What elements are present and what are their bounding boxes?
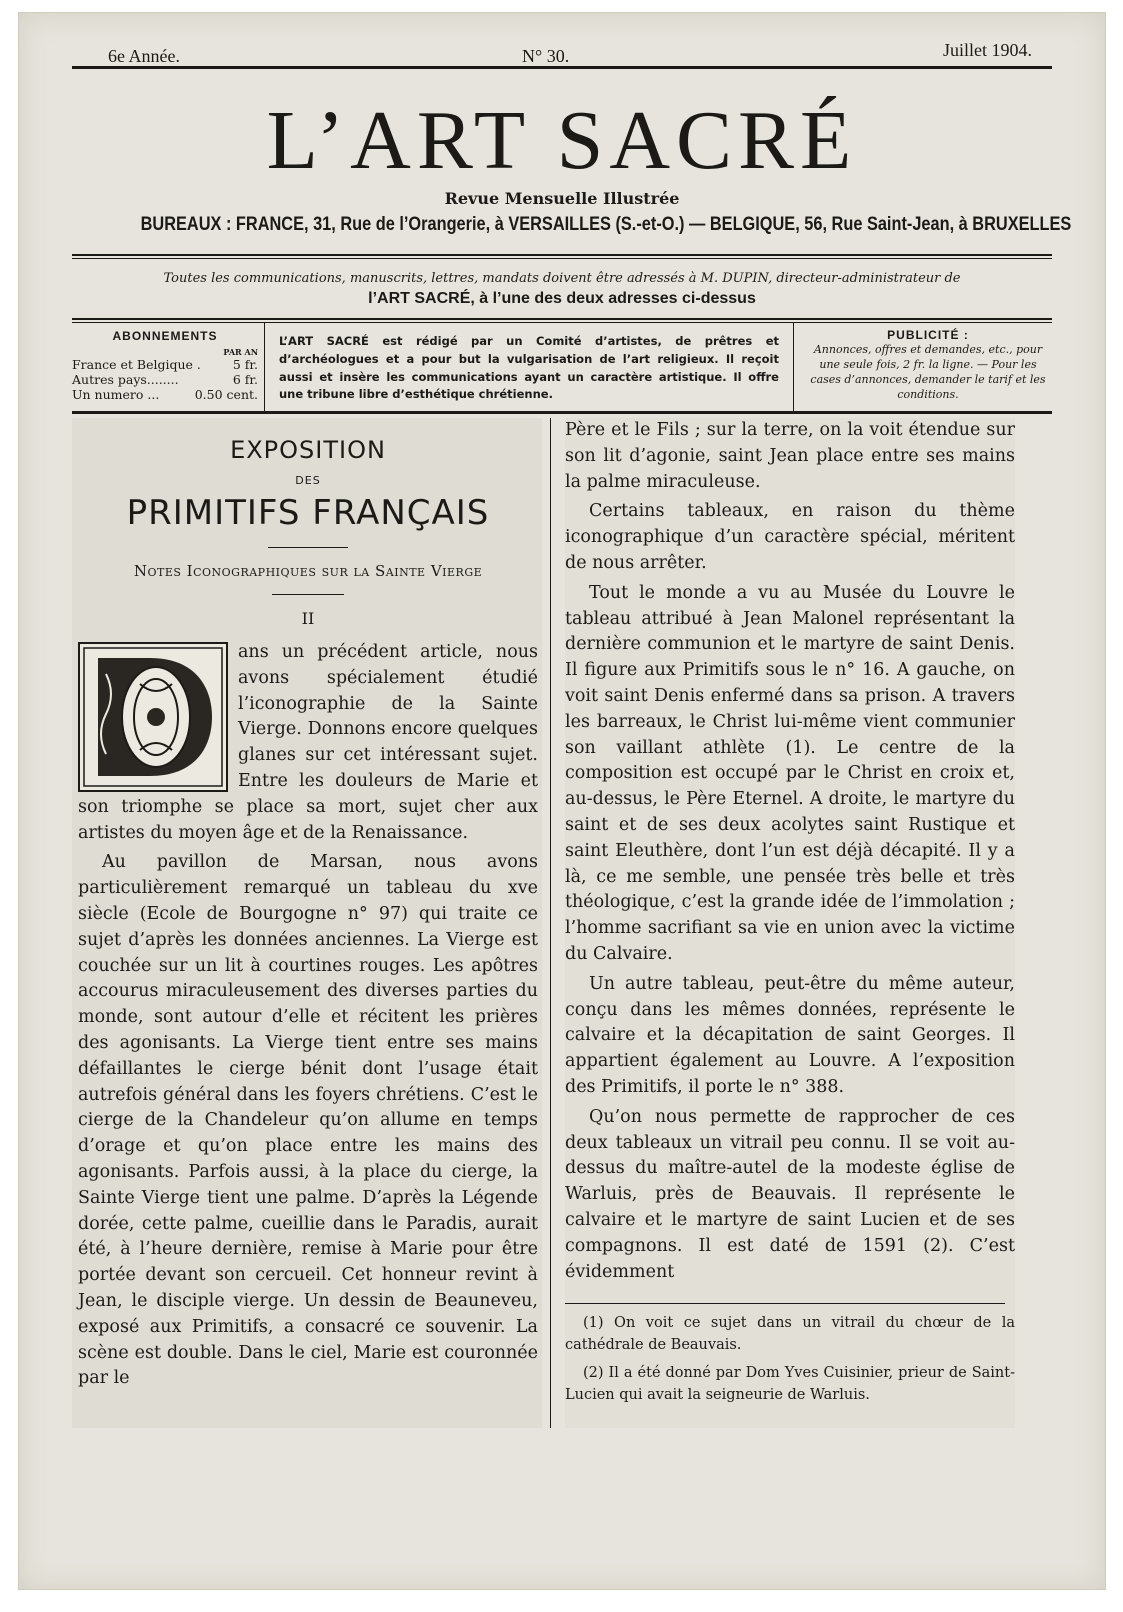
editorial-description: L’ART SACRÉ est rédigé par un Comité d’artistes, de prêtres et d’archéologues et a pour but la vulgarisation de l’art religieux. Il reçoit aussi et insère les communications ayant un caractère artistique. Il offre une tribune libre d’esthétique chrétienne. xyxy=(265,323,794,411)
subscription-label: France et Belgique . xyxy=(72,357,201,372)
info-strip xyxy=(72,323,1052,414)
paragraph: Certains tableaux, en raison du thème iconographique d’un caractère spécial, méritent de nous arrêter. xyxy=(565,501,1015,573)
ornamental-d-icon xyxy=(80,644,226,790)
ornamental-dropcap xyxy=(78,642,228,792)
advertising-text: Annonces, offres et demandes, etc., pour une seule fois, 2 fr. la ligne. — Pour les cases d’annonces, demander le tarif et les conditions. xyxy=(810,343,1046,401)
masthead-rule xyxy=(72,254,1052,259)
subscription-label: Un numero ... xyxy=(72,387,160,402)
page xyxy=(72,40,1072,1570)
subscription-price: 6 fr. xyxy=(232,372,258,387)
advertising-title: PUBLICITÉ : xyxy=(887,328,969,342)
subscription-price: 0.50 cent. xyxy=(194,387,258,402)
footnote: (1) On voit ce sujet dans un vitrail du chœur de la cathédrale de Beauvais. xyxy=(565,1315,1015,1354)
article-columns xyxy=(72,418,1052,1428)
masthead-title: L’ART SACRÉ xyxy=(266,94,858,187)
newspaper-sheet xyxy=(18,12,1106,1590)
subscription-label: Autres pays........ xyxy=(72,372,179,387)
notice-line-2: l’ART SACRÉ, à l’une des deux adresses ci-dessus xyxy=(368,290,756,307)
article-heading-primitifs: PRIMITIFS FRANÇAIS xyxy=(126,493,490,533)
article-heading-des: DES xyxy=(295,474,321,487)
right-column xyxy=(565,418,1015,1428)
masthead-subtitle: Revue Mensuelle Illustrée xyxy=(444,189,680,208)
footnotes xyxy=(565,1312,1015,1406)
paragraph: Un autre tableau, peut-être du même auteur, conçu dans les mêmes données, représente le calvaire et la décapitation de saint Georges. Il appartient également au Louvre. A l’exposition des Primitifs, il porte le n° 388. xyxy=(565,973,1015,1097)
issue-number: N° 30. xyxy=(522,46,570,66)
notice-line-1: Toutes les communications, manuscrits, lettres, mandats doivent être adressés à M. DUPIN, directeur-administrateur de xyxy=(163,271,961,286)
paragraph: Qu’on nous permette de rapprocher de ces deux tableaux un vitrail peu connu. Il se voit au-dessus du maître-autel de la modeste église de Warluis, près de Beauvais. Il représente le calvaire et le martyre de saint Lucien et de ses compagnons. Il est daté de 1591 (2). C’est évidemment xyxy=(565,1106,1015,1282)
footnote: (2) Il a été donné par Dom Yves Cuisinier, prieur de Saint-Lucien qui avait la seigneurie de Warluis. xyxy=(565,1365,1015,1404)
bureaux-address: BUREAUX : FRANCE, 31, Rue de l’Orangerie, à VERSAILLES (S.-et-O.) — BELGIQUE, 56, Rue Saint-Jean, à BRUXELLES xyxy=(140,214,1072,235)
article-subheading: Notes Iconographiques sur la Sainte Vierge xyxy=(133,562,483,580)
heading-rule xyxy=(268,547,348,548)
left-body-text xyxy=(78,640,538,1392)
subscriptions-title: ABONNEMENTS xyxy=(112,329,218,343)
subscriptions-per-year: PAR AN xyxy=(223,347,258,357)
paragraph: ans un précédent article, nous avons spécialement étudié l’iconographie de la Sainte Vierge. Donnons encore quelques glanes sur cet intéressant sujet. Entre les douleurs de Marie et son triomphe se place sa mort, sujet cher aux artistes du moyen âge et de la Renaissance. xyxy=(78,642,538,843)
subscriptions-box xyxy=(72,323,265,411)
paragraph: Père et le Fils ; sur la terre, on la voit étendue sur son lit d’agonie, saint Jean place entre ses mains la palme miraculeuse. xyxy=(565,420,1015,492)
right-body-text xyxy=(565,418,1015,1285)
subscription-row xyxy=(72,387,258,402)
advertising-box xyxy=(794,323,1052,411)
paragraph: Tout le monde a vu au Musée du Louvre le tableau attribué à Jean Malonel représentant la dernière communion et le martyre de saint Denis. Il figure aux Primitifs sous le n° 16. A gauche, on voit saint Denis enfermé dans sa prison. A travers les barreaux, le Christ lui-même vient communier son vaillant athlète (1). Le centre de la composition est occupé par le Christ en croix et, au-dessus, le Père Eternel. A droite, le martyre du saint et de ses deux acolytes saint Rustique et saint Eleuthère, dont l’un est déjà décapité. Il y a là, ce me semble, une pensée très belle et très théologique, c’est la grande idée de l’immolation ; l’homme sacrifiant sa vie en union avec la victime du Calvaire. xyxy=(565,582,1015,964)
footnote-rule xyxy=(565,1303,1005,1304)
issue-date: Juillet 1904. xyxy=(943,40,1032,60)
article-part-number: II xyxy=(301,609,315,628)
paragraph: Au pavillon de Marsan, nous avons particulièrement remarqué un tableau du xve siècle (Ecole de Bourgogne n° 97) qui traite ce sujet d’après les données anciennes. La Vierge est couchée sur un lit à courtines rouges. Les apôtres accourus miraculeusement des diverses parties du monde, sont autour d’elle et récitent les prières des agonisants. La Vierge tient entre ses mains défaillantes le cierge bénit dont l’usage était autrefois général dans les foyers chrétiens. C’est le cierge de la Chandeleur qu’on allume en temps d’orage et qu’on place entre les mains des agonisants. Parfois aussi, à la place du cierge, la Sainte Vierge tient une palme. D’après la Légende dorée, cette palme, cueillie dans le Paradis, aurait été, à l’heure dernière, remise à Marie pour être portée devant son cercueil. Cet honneur revint à Jean, le disciple vierge. Un dessin de Beauneveu, exposé aux Primitifs, a consacré ce souvenir. La scène est double. Dans le ciel, Marie est couronnée par le xyxy=(78,852,538,1389)
subheading-rule xyxy=(272,594,344,595)
subscription-row xyxy=(72,357,258,372)
article-heading-exposition: EXPOSITION xyxy=(230,436,386,464)
subscription-price: 5 fr. xyxy=(232,357,258,372)
issue-line xyxy=(72,40,1052,66)
subscription-row xyxy=(72,372,258,387)
issue-year: 6e Année. xyxy=(108,46,180,66)
column-divider xyxy=(550,418,551,1428)
left-column xyxy=(72,418,542,1428)
